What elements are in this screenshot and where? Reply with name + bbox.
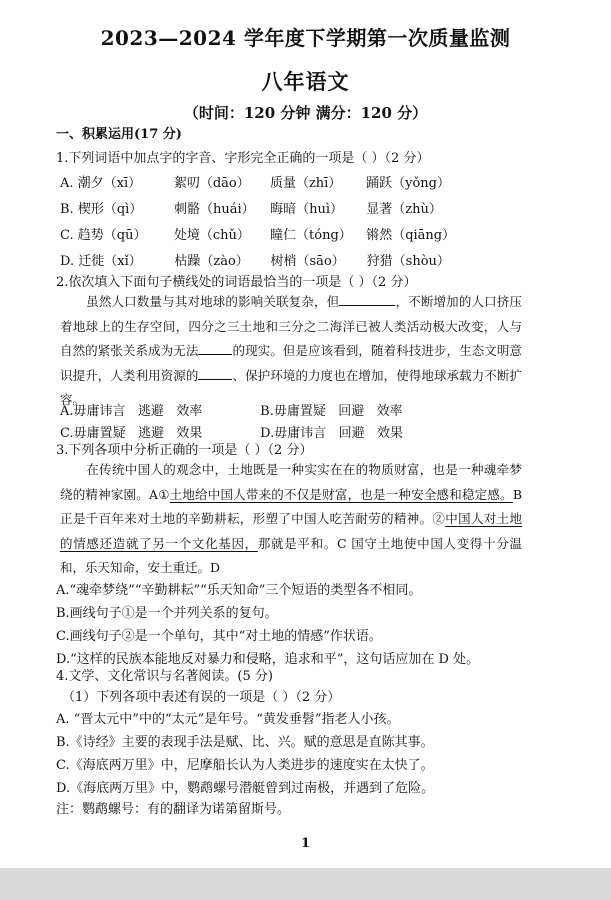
passage-text: 在传统中国人的观念中，土地既是一种实实在在的物质财富，也是一种魂牵梦绕的精神家園。A① [60,462,522,502]
q4-note: 注：鹦鹉螺号：有的翻译为诺第留斯号。 [56,802,291,817]
word: 晦暗（huì） [270,202,344,217]
q1-option-b [60,198,458,217]
q3-stem: 3.下列各项中分析正确的一项是（ ）（2 分） [56,443,313,458]
q3-passage [60,458,522,581]
option-text: 毋庸置疑 回避 效率 [273,404,403,419]
word: 潮夕（xī） [77,176,142,191]
word: 树梢（sāo） [270,254,345,269]
word: 枯躁（zào） [174,254,249,269]
option-text: 毋庸讳言 逃避 效率 [73,404,203,419]
q2-passage [60,290,522,413]
option-label: C. [60,426,74,441]
blank-line [198,342,232,355]
passage-text: 那就是平和。C 国守土地使中国人变得十分温和，乐天知命，安土重迁。D [60,535,522,575]
option-label: D. [260,426,275,441]
option-label: A. [60,176,74,191]
q4-stem: 4.文学、文化常识与名著阅读。(5 分) [56,669,273,684]
q3-option-c: C.画线句子②是一个单句，其中“对土地的情感”作状语。 [56,629,382,644]
passage-text: 的现实。但是应该看到，随着科技进步，生态文明意识提升，人类利用资源的 [60,343,522,383]
passage-text: 、保护环境的力度也在增加，使得地球承载力不断扩容。 [60,367,522,407]
word: 刺骼（huái） [173,202,255,217]
option-label: A. [60,404,74,419]
viewer-bottom-bar [0,868,611,900]
subject-title: 八年语文 [261,69,350,94]
time-info: （时间：120 分钟 满分：120 分） [183,104,428,122]
q4-option-c: C.《海底两万里》中，尼摩船长认为人类进步的速度实在太快了。 [56,758,434,773]
q4-option-b: B.《诗经》主要的表现手法是赋、比、兴。赋的意思是直陈其事。 [56,735,434,750]
q4-option-d: D.《海底两万里》中，鹦鹉螺号潜艇曾到过南极，并遇到了危险。 [56,781,435,796]
word: 踊跃（yǒng） [366,176,450,191]
section-heading: 一、积累运用(17 分) [56,127,182,142]
option-text: 毋庸讳言 回避 效果 [274,426,404,441]
q3-option-a: A.“魂牵梦绕”“辛勤耕耘”“乐天知命”三个短语的类型各不相同。 [56,583,422,598]
q3-option-b: B.画线句子①是一个并列关系的复句。 [56,606,278,621]
q4-sub1: （1）下列各项中表述有误的一项是（ ）（2 分） [62,690,341,705]
q1-option-c [60,224,458,243]
word: 锵然（qiāng） [366,228,456,243]
q2-stem: 2.依次填入下面句子横线处的词语最恰当的一项是（ ）（2 分） [56,275,417,290]
q2-options-row1 [60,400,403,419]
underlined-sentence-2: 中国人对土地的情感还造就了另一个文化基因， [60,511,522,551]
passage-text: ，不断增加的人口挤压着地球上的生存空间，四分之三土地和三分之二海洋已被人类活动极大改变，人与自然的紧张关系成为无法 [60,294,522,358]
word: 质量（zhī） [269,176,342,191]
word: 瞳仁（tóng） [270,228,352,243]
word: 趋势（qū） [77,228,147,243]
q2-options-row2 [60,422,403,441]
page-number: 1 [300,836,311,851]
word: 处境（chǔ） [173,228,250,243]
word: 显著（zhù） [366,202,442,217]
q3-option-d: D.“这样的民族本能地反对暴力和侵略，追求和平”，这句话应加在 D 处。 [56,652,480,667]
underlined-sentence-1: 土地给中国人带来的不仅是财富，也是一种安全感和稳定感。 [169,486,513,502]
blank-line [339,293,395,306]
word: 狩猎（shòu） [366,254,450,269]
word: 絮叨（dāo） [173,176,250,191]
q1-stem: 1.下列词语中加点字的字音、字形完全正确的一项是（ ）（2 分） [56,151,430,166]
exam-title: 2023—2024 学年度下学期第一次质量监测 [100,26,511,50]
passage-text: 虽然人口数量与其对地球的影响关联复杂，但 [86,294,340,309]
q1-option-d [60,250,459,269]
q1-option-a [60,172,458,191]
passage-text: B 正是千百年来对土地的辛勤耕耘，形塑了中国人吃苦耐劳的精神。② [60,486,522,526]
option-label: C. [60,228,74,243]
word: 迁徙（xǐ） [78,254,142,269]
blank-line [198,367,232,380]
option-label: B. [60,202,74,217]
option-label: B. [260,404,274,419]
word: 楔形（qì） [77,202,143,217]
option-text: 毋庸置疑 逃避 效果 [73,426,203,441]
option-label: D. [60,254,75,269]
q4-option-a: A. “晋太元中”中的“太元”是年号。“黄发垂髫”指老人小孩。 [56,712,400,727]
